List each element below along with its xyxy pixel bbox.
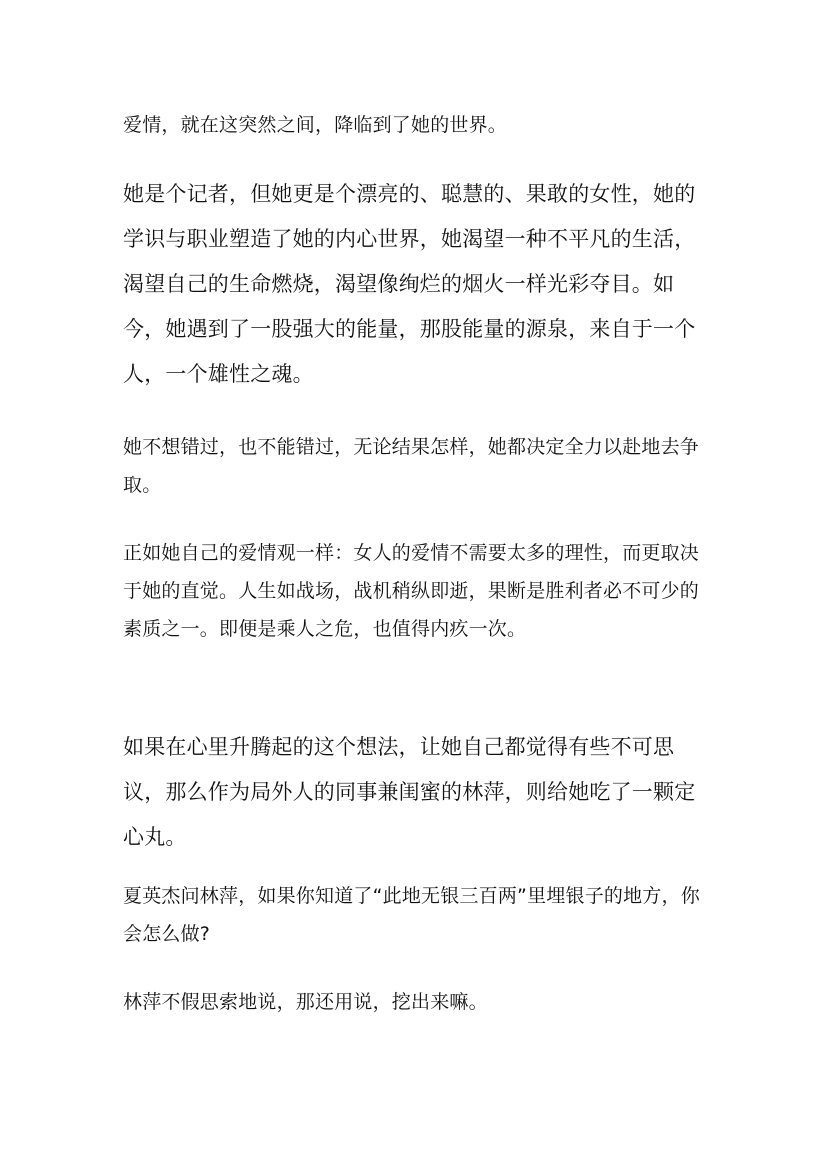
paragraph-3: 她不想错过，也不能错过，无论结果怎样，她都决定全力以赴地去争取。	[123, 436, 700, 496]
paragraph-7: 林萍不假思索地说，那还用说，挖出来嘛。	[123, 991, 488, 1013]
paragraph-5: 如果在心里升腾起的这个想法，让她自己都觉得有些不可思议，那么作为局外人的同事兼闺蜜的林萍，则给她吃了一颗定心丸。	[123, 735, 696, 849]
paragraph-2: 她是个记者，但她更是个漂亮的、聪慧的、果敢的女性，她的学识与职业塑造了她的内心世界，她渴望一种不平凡的生活，渴望自己的生命燃烧，渴望像绚烂的烟火一样光彩夺目。如今，她遇到了一股强大的能量，那股能量的源泉，来自于一个人，一个雄性之魂。	[123, 182, 696, 386]
paragraph-4: 正如她自己的爱情观一样：女人的爱情不需要太多的理性，而更取决于她的直觉。人生如战场，战机稍纵即逝，果断是胜利者必不可少的素质之一。即便是乘人之危，也值得内疚一次。	[123, 542, 700, 640]
paragraph-6: 夏英杰问林萍，如果你知道了“此地无银三百两”里埋银子的地方，你会怎么做?	[123, 885, 700, 945]
paragraph-1: 爱情，就在这突然之间，降临到了她的世界。	[123, 114, 508, 136]
